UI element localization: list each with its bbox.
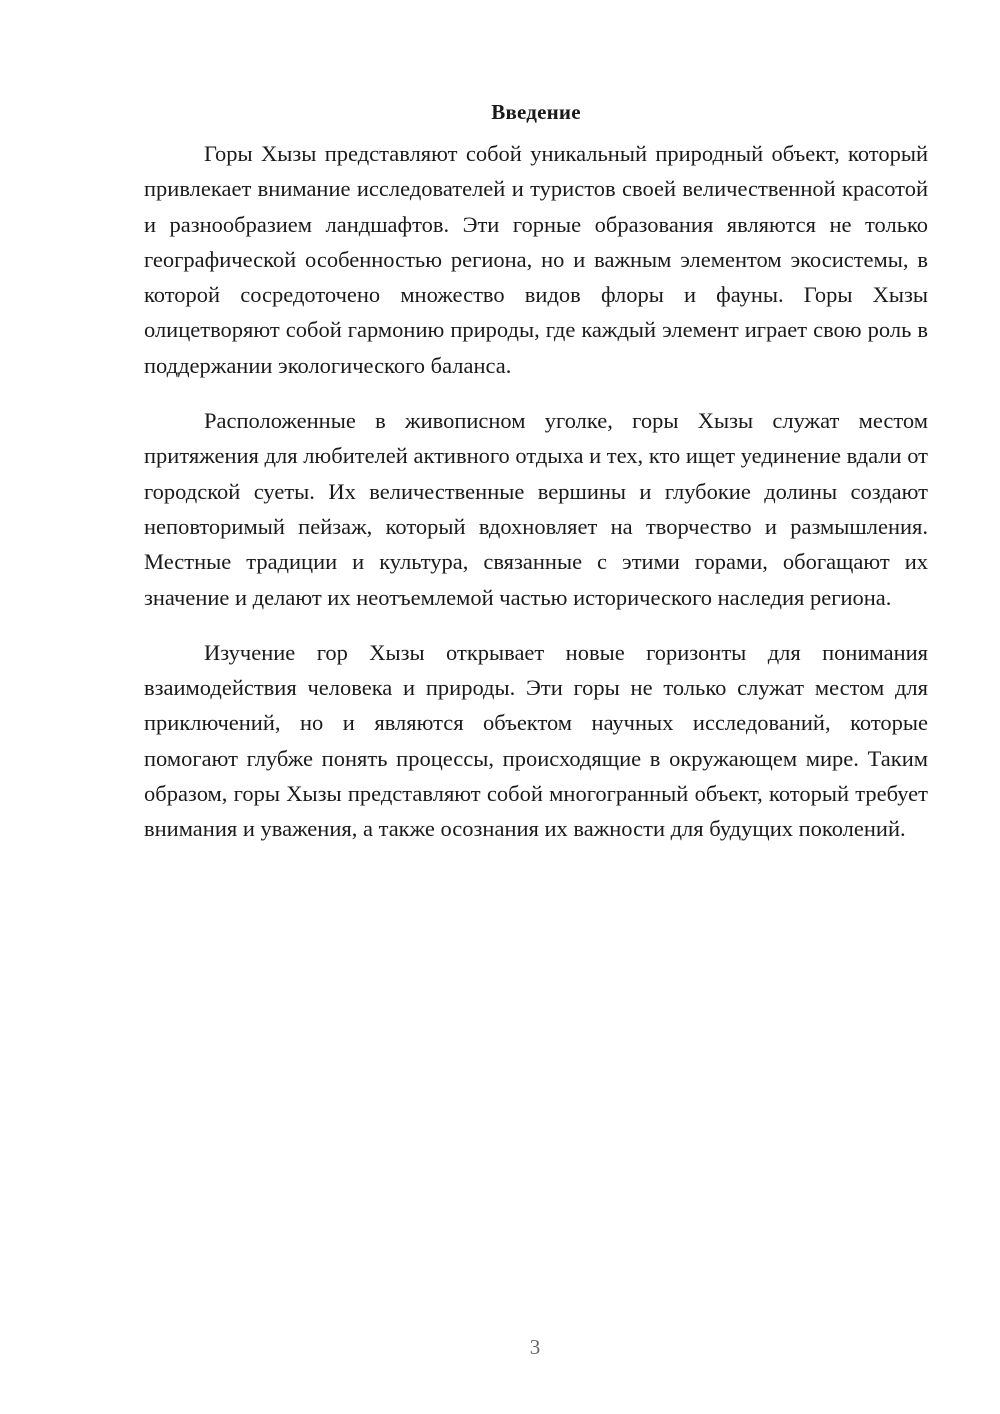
paragraph-1: Горы Хызы представляют собой уникальный природный объект, который привлекает внимание исследователей и туристов своей величественной красотой и разнообразием ландшафтов. Эти горные образования являются не только географической особенностью региона, но и важным элементом экосистемы, в которой сосредоточено множество видов флоры и фауны. Горы Хызы олицетворяют собой гармонию природы, где каждый элемент играет свою роль в поддержании экологического баланса. [144,141,928,378]
section-title: Введение [491,100,581,124]
paragraph-2: Расположенные в живописном уголке, горы Хызы служат местом притяжения для любителей активного отдыха и тех, кто ищет уединение вдали от городской суеты. Их величественные вершины и глубокие долины создают неповторимый пейзаж, который вдохновляет на творчество и размышления. Местные традиции и культура, связанные с этими горами, обогащают их значение и делают их неотъемлемой частью исторического наследия региона. [144,408,928,610]
page-number: 3 [529,1335,541,1359]
paragraph-3: Изучение гор Хызы открывает новые горизонты для понимания взаимодействия человека и природы. Эти горы не только служат местом для приключений, но и являются объектом научных исследований, которые помогают глубже понять процессы, происходящие в окружающем мире. Таким образом, горы Хызы представляют собой многогранный объект, который требует внимания и уважения, а также осознания их важности для будущих поколений. [144,639,928,842]
page-content [144,96,928,867]
